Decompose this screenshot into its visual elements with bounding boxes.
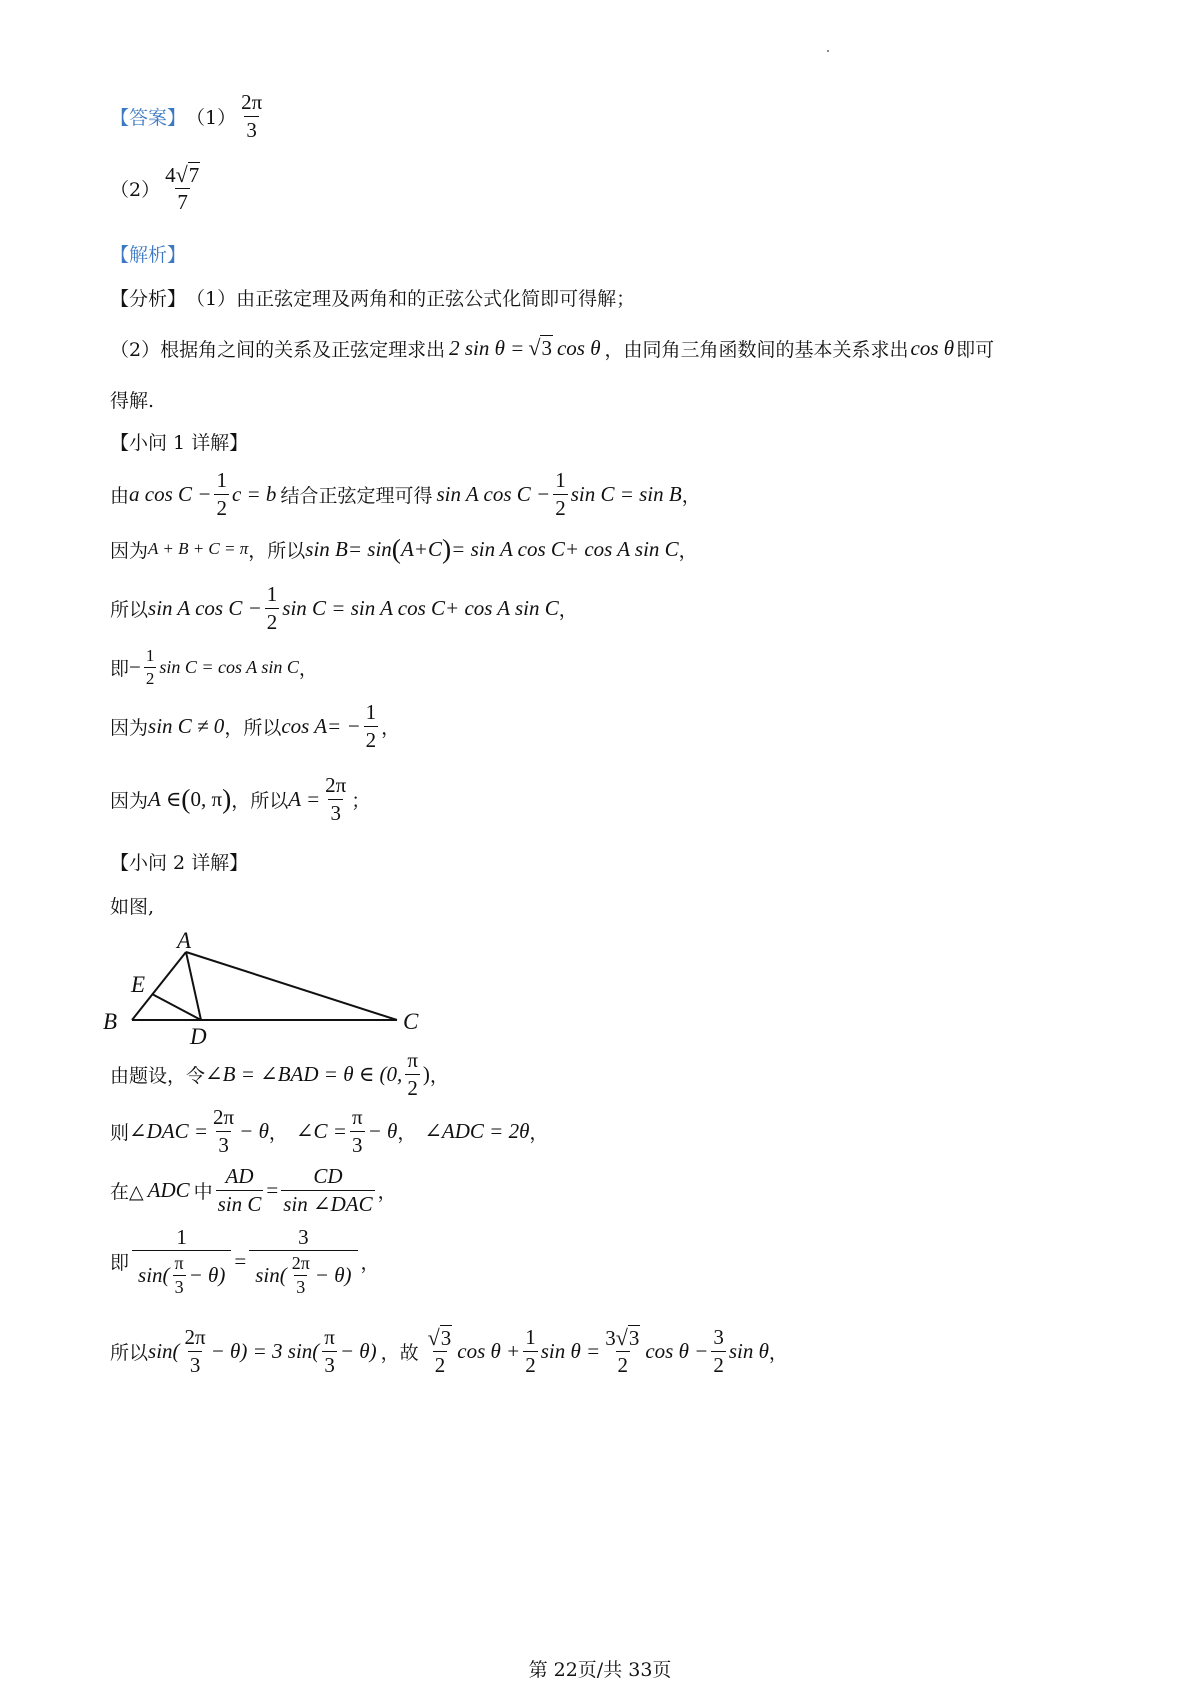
formula: sin C = sin B bbox=[570, 481, 682, 506]
fraction-numerator: 2π bbox=[325, 773, 347, 798]
answer-line-1 bbox=[110, 88, 267, 144]
formula: sin C = sin A cos C+ cos A sin C bbox=[282, 595, 559, 620]
fraction-numerator: π bbox=[174, 1252, 184, 1273]
text: ，所以 bbox=[248, 539, 306, 562]
answer-tag: 【答案】 bbox=[110, 106, 187, 129]
formula: sin C = cos A sin C bbox=[159, 656, 299, 677]
formula: cos θ − bbox=[645, 1338, 709, 1363]
formula: ADC bbox=[147, 1177, 190, 1202]
fraction-3sqrt3-2 bbox=[603, 1325, 642, 1377]
fraction-denominator: sin C bbox=[217, 1191, 262, 1216]
fraction-half bbox=[523, 1325, 538, 1376]
q1-line-4 bbox=[110, 642, 318, 692]
page-footer: 第 22页/共 33页 bbox=[528, 1659, 672, 1681]
text: 结合正弦定理可得 bbox=[280, 484, 433, 507]
q1-line-6 bbox=[110, 770, 370, 828]
formula: − bbox=[129, 654, 141, 679]
fraction-numerator: π bbox=[324, 1325, 335, 1350]
label-d: D bbox=[190, 1024, 207, 1049]
formula: sin θ = bbox=[540, 1338, 601, 1363]
fraction-pi-3 bbox=[173, 1253, 186, 1297]
text: ， bbox=[298, 657, 318, 680]
text: ， bbox=[681, 484, 701, 507]
fenxi-text-2a: （2）根据角之间的关系及正弦定理求出 bbox=[110, 338, 446, 361]
formula-cos: cos θ bbox=[556, 335, 601, 360]
q2-line-3 bbox=[110, 1160, 397, 1220]
fraction-numerator: 3 bbox=[713, 1325, 724, 1350]
answer-line-2 bbox=[110, 158, 205, 218]
fraction-denominator: 2 bbox=[145, 668, 155, 688]
radicand: 3 bbox=[440, 1325, 452, 1350]
fraction-denominator: 2 bbox=[266, 609, 278, 634]
fraction-denominator: 2 bbox=[617, 1353, 629, 1378]
q1-line-2 bbox=[110, 532, 698, 566]
fraction-half bbox=[364, 700, 379, 751]
q2-line-1 bbox=[110, 1046, 449, 1102]
paren-open: ( bbox=[391, 533, 401, 565]
fraction-pi-2 bbox=[405, 1048, 420, 1099]
fenxi-text-1: （1）由正弦定理及两角和的正弦公式化简即可得解； bbox=[186, 287, 636, 310]
text: ， bbox=[678, 539, 698, 562]
fraction-denominator: 3 bbox=[174, 1276, 184, 1297]
fraction-numerator: 1 bbox=[266, 582, 278, 607]
answer-part1-label: （1） bbox=[186, 106, 237, 129]
text: ， bbox=[268, 1121, 288, 1144]
text: 因为 bbox=[110, 539, 149, 562]
q2-line-5 bbox=[110, 1320, 788, 1382]
fraction-numerator: 1 bbox=[145, 645, 155, 665]
coefficient: 4 bbox=[165, 162, 176, 187]
fraction-denominator bbox=[132, 1250, 231, 1297]
fenxi-line-1 bbox=[110, 284, 635, 310]
text: 因为 bbox=[110, 716, 149, 739]
fraction-denominator: 7 bbox=[177, 190, 188, 215]
q1-tag: 【小问 1 详解】 bbox=[110, 431, 249, 454]
analysis-tag: 【解析】 bbox=[110, 243, 187, 266]
radical-sign: √ bbox=[615, 1324, 628, 1350]
formula: ∠C = bbox=[295, 1118, 347, 1143]
formula: ∠B = ∠BAD = θ ∈ (0, bbox=[205, 1061, 403, 1086]
fraction-denominator: 2 bbox=[434, 1353, 446, 1378]
formula: = sin A cos C+ cos A sin C bbox=[451, 536, 679, 561]
fraction-numerator bbox=[603, 1325, 642, 1351]
formula: A+C bbox=[400, 536, 442, 561]
fraction-cd-sindac bbox=[281, 1164, 374, 1215]
radical-sign: √ bbox=[175, 161, 188, 187]
radical-sign: √ bbox=[528, 335, 541, 360]
q2-intro: 如图, bbox=[110, 895, 155, 918]
q2-tag: 【小问 2 详解】 bbox=[110, 851, 249, 874]
formula: sin C ≠ 0 bbox=[148, 713, 225, 738]
segment-ac bbox=[186, 952, 397, 1020]
text: 所以 bbox=[110, 598, 149, 621]
fraction-ad-sinc bbox=[216, 1164, 264, 1215]
formula: − θ) bbox=[339, 1338, 377, 1363]
label-e: E bbox=[131, 972, 146, 997]
fraction-denominator: 3 bbox=[189, 1352, 201, 1377]
formula: − θ) bbox=[314, 1262, 352, 1287]
fraction-denominator: 2 bbox=[216, 495, 227, 520]
fraction-lhs bbox=[132, 1225, 231, 1298]
formula: cos θ + bbox=[457, 1338, 521, 1363]
text: ， bbox=[397, 1121, 417, 1144]
text: ， bbox=[377, 1180, 397, 1203]
formula: sin( bbox=[255, 1262, 287, 1287]
fenxi-tag: 【分析】 bbox=[110, 287, 187, 310]
fenxi-text-2b: ，由同角三角函数间的基本关系求出 bbox=[604, 338, 909, 361]
fraction-denominator: 2 bbox=[407, 1075, 418, 1100]
formula: = bbox=[266, 1177, 279, 1202]
fraction-denominator: 3 bbox=[218, 1132, 229, 1157]
paren-close: ) bbox=[441, 533, 452, 565]
fraction-numerator: CD bbox=[313, 1164, 343, 1189]
triangle-diagram bbox=[100, 922, 440, 1052]
fraction-denominator: 3 bbox=[296, 1276, 306, 1297]
fraction-numerator bbox=[426, 1325, 455, 1351]
fraction-denominator: 3 bbox=[330, 800, 341, 825]
answer-part1-fraction bbox=[239, 90, 264, 141]
text: ， bbox=[381, 716, 401, 739]
fraction-numerator: 1 bbox=[555, 468, 566, 493]
text: ， bbox=[360, 1251, 380, 1274]
fraction-numerator: π bbox=[351, 1105, 363, 1130]
label-c: C bbox=[403, 1009, 419, 1034]
formula: ∠DAC = bbox=[129, 1118, 209, 1143]
q1-line-1 bbox=[110, 466, 701, 522]
fraction-half bbox=[553, 468, 568, 519]
fraction-half bbox=[214, 468, 229, 519]
fraction-half bbox=[265, 582, 280, 633]
q1-line-5 bbox=[110, 698, 400, 754]
formula-cos-theta: cos θ bbox=[910, 335, 955, 360]
text: 因为 bbox=[110, 789, 149, 812]
formula: sin A cos C − bbox=[148, 595, 262, 620]
fenxi-text-2c: 即可 bbox=[956, 338, 995, 361]
fraction-numerator: 3 bbox=[298, 1224, 309, 1249]
fraction-numerator: 1 bbox=[365, 700, 377, 725]
radicand: 3 bbox=[541, 336, 552, 360]
text: 在△ bbox=[110, 1180, 144, 1203]
formula: − θ) = 3 sin( bbox=[210, 1338, 320, 1363]
text: ，所以 bbox=[231, 789, 289, 812]
text: ，故 bbox=[380, 1341, 419, 1364]
formula: cos A= − bbox=[281, 713, 361, 738]
text: ， bbox=[558, 598, 578, 621]
formula-2sin: 2 sin θ = bbox=[449, 335, 525, 360]
formula: 0, π bbox=[190, 786, 223, 811]
answer-part2-fraction bbox=[163, 162, 202, 214]
label-b: B bbox=[103, 1009, 118, 1034]
formula: sin B= sin bbox=[305, 536, 392, 561]
formula: ∠ADC = 2θ bbox=[424, 1118, 530, 1143]
fraction-numerator bbox=[163, 162, 202, 188]
fraction-numerator: 2π bbox=[291, 1252, 310, 1273]
formula: sin( bbox=[138, 1262, 170, 1287]
fraction-denominator: 3 bbox=[352, 1132, 363, 1157]
formula: A = bbox=[288, 786, 321, 811]
sqrt bbox=[176, 162, 201, 187]
fraction-denominator: 2 bbox=[365, 727, 377, 752]
segment-ed bbox=[152, 994, 201, 1020]
text: 所以 bbox=[110, 1341, 149, 1364]
fraction-numerator: 1 bbox=[525, 1325, 536, 1350]
formula: − θ bbox=[239, 1118, 269, 1143]
fraction-denominator: 2 bbox=[713, 1352, 724, 1377]
fraction-numerator: 2π bbox=[213, 1105, 235, 1130]
answer-part2-label: （2） bbox=[110, 178, 161, 201]
radicand: 7 bbox=[188, 162, 200, 187]
formula: A ∈ bbox=[148, 786, 182, 811]
segment-ad bbox=[186, 952, 201, 1020]
fraction-denominator bbox=[249, 1250, 357, 1297]
formula: A + B + C = π bbox=[148, 539, 249, 558]
text: ， bbox=[429, 1064, 449, 1087]
text: 则 bbox=[110, 1121, 130, 1144]
fraction-rhs bbox=[249, 1225, 357, 1298]
fraction-numerator: 1 bbox=[216, 468, 227, 493]
text: ， bbox=[529, 1121, 549, 1144]
radical-sign: √ bbox=[427, 1324, 440, 1350]
text: 由题设，令 bbox=[110, 1064, 206, 1087]
formula: sin A cos C − bbox=[436, 481, 551, 506]
fraction-3-2 bbox=[711, 1325, 726, 1376]
formula: sin θ bbox=[728, 1338, 769, 1363]
q2-line-4 bbox=[110, 1218, 380, 1304]
fraction-numerator: 2π bbox=[184, 1325, 206, 1350]
paren-close: ) bbox=[222, 783, 232, 815]
fraction-numerator: 2π bbox=[241, 90, 263, 115]
fraction-numerator: AD bbox=[225, 1164, 254, 1189]
text: 由 bbox=[110, 484, 130, 507]
fraction-half bbox=[144, 646, 157, 688]
text: ； bbox=[351, 789, 371, 812]
fraction-2pi-3 bbox=[290, 1253, 312, 1297]
text: 即 bbox=[110, 657, 130, 680]
fraction-denominator: 3 bbox=[246, 117, 257, 142]
fraction-denominator: 2 bbox=[555, 495, 566, 520]
formula: c = b bbox=[231, 481, 277, 506]
fraction-pi-3 bbox=[350, 1105, 365, 1156]
radicand: 3 bbox=[628, 1325, 640, 1350]
sqrt bbox=[528, 335, 553, 361]
q2-line-2 bbox=[110, 1102, 548, 1160]
fraction-numerator: π bbox=[407, 1048, 418, 1073]
text: ， bbox=[768, 1341, 788, 1364]
fraction-2pi-3 bbox=[323, 773, 348, 824]
scan-dot bbox=[827, 50, 829, 52]
fraction-2pi-3 bbox=[211, 1105, 236, 1156]
fraction-numerator: 1 bbox=[176, 1224, 187, 1249]
text: 即 bbox=[110, 1251, 130, 1274]
text: 中 bbox=[193, 1180, 213, 1203]
label-a: A bbox=[177, 928, 192, 953]
paren-open: ( bbox=[181, 783, 191, 815]
fraction-denominator: sin ∠DAC bbox=[283, 1191, 373, 1216]
sqrt bbox=[616, 1325, 641, 1350]
sqrt bbox=[428, 1325, 453, 1350]
fraction-sqrt3-2 bbox=[426, 1325, 455, 1377]
fraction-denominator: 2 bbox=[525, 1352, 536, 1377]
formula: − θ) bbox=[188, 1262, 226, 1287]
formula: = bbox=[234, 1248, 247, 1273]
text: ，所以 bbox=[224, 716, 282, 739]
formula: sin( bbox=[148, 1338, 180, 1363]
fenxi-line-2 bbox=[110, 332, 994, 364]
fenxi-line-3: 得解. bbox=[110, 389, 155, 412]
formula: ) bbox=[422, 1061, 430, 1086]
fraction-2pi-3 bbox=[183, 1325, 208, 1376]
formula: a cos C − bbox=[129, 481, 212, 506]
coefficient: 3 bbox=[605, 1325, 616, 1350]
fraction-denominator: 3 bbox=[324, 1352, 335, 1377]
q1-line-3 bbox=[110, 580, 578, 636]
fraction-pi-3 bbox=[322, 1325, 337, 1376]
formula: − θ bbox=[367, 1118, 398, 1143]
